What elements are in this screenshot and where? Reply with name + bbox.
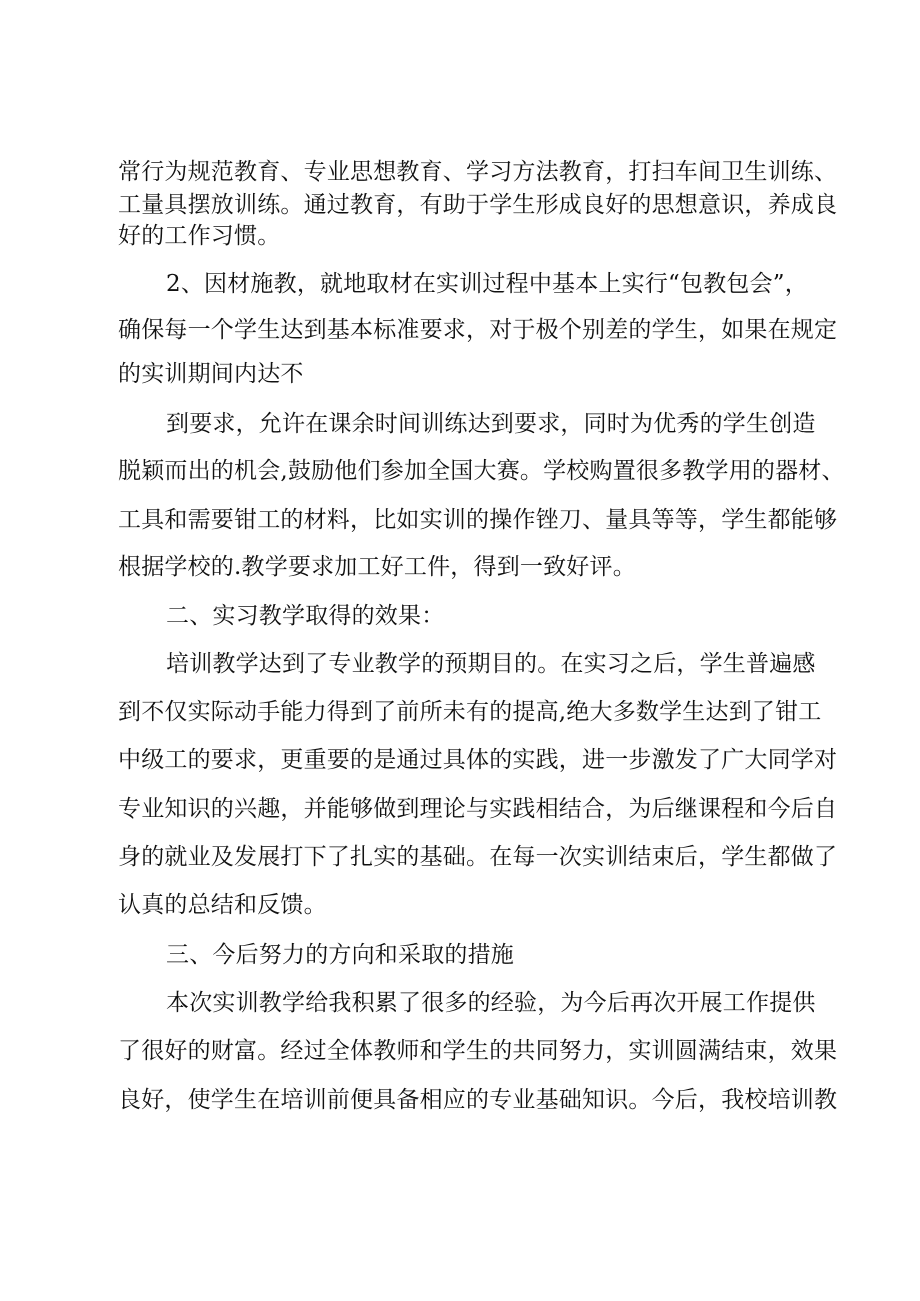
text-line: 好的工作习惯。 — [118, 223, 281, 249]
text-line: 工量具摆放训练。通过教育，有助于学生形成良好的思想意识，养成良 — [118, 192, 838, 218]
text-line: 根据学校的.教学要求加工好工件，得到一致好评。 — [118, 554, 636, 580]
section-heading: 二、实习教学取得的效果： — [166, 603, 445, 629]
text-line: 确保每一个学生达到基本标准要求，对于极个别差的学生，如果在规定 — [118, 317, 838, 343]
text-line: 认真的总结和反馈。 — [118, 892, 327, 918]
text-line: 到要求，允许在课余时间训练达到要求，同时为优秀的学生创造 — [166, 411, 816, 437]
text-line: 到不仅实际动手能力得到了前所未有的提高,绝大多数学生达到了钳工 — [118, 699, 822, 725]
text-line: 良好，使学生在培训前便具备相应的专业基础知识。今后，我校培训教 — [118, 1087, 838, 1113]
text-line: 专业知识的兴趣，并能够做到理论与实践相结合，为后继课程和今后自 — [118, 796, 838, 822]
text-line: 身的就业及发展打下了扎实的基础。在每一次实训结束后，学生都做了 — [118, 844, 838, 870]
text-line: 的实训期间内达不 — [118, 361, 304, 387]
text-line: 工具和需要钳工的材料，比如实训的操作锉刀、量具等等，学生都能够 — [118, 507, 838, 533]
text-line: 常行为规范教育、专业思想教育、学习方法教育，打扫车间卫生训练、 — [118, 159, 838, 185]
text-line: 本次实训教学给我积累了很多的经验，为今后再次开展工作提供 — [166, 990, 816, 1016]
text-line: 中级工的要求，更重要的是通过具体的实践，进一步激发了广大同学对 — [118, 747, 838, 773]
text-line: 了很好的财富。经过全体教师和学生的共同努力，实训圆满结束，效果 — [118, 1038, 838, 1064]
text-line: 培训教学达到了专业教学的预期目的。在实习之后，学生普遍感 — [166, 651, 816, 677]
section-heading: 三、今后努力的方向和采取的措施 — [166, 942, 514, 968]
text-line: 脱颖而出的机会,鼓励他们参加全国大赛。学校购置很多教学用的器材、 — [118, 458, 845, 484]
text-line: 2、因材施教，就地取材在实训过程中基本上实行“包教包会”， — [166, 271, 808, 297]
